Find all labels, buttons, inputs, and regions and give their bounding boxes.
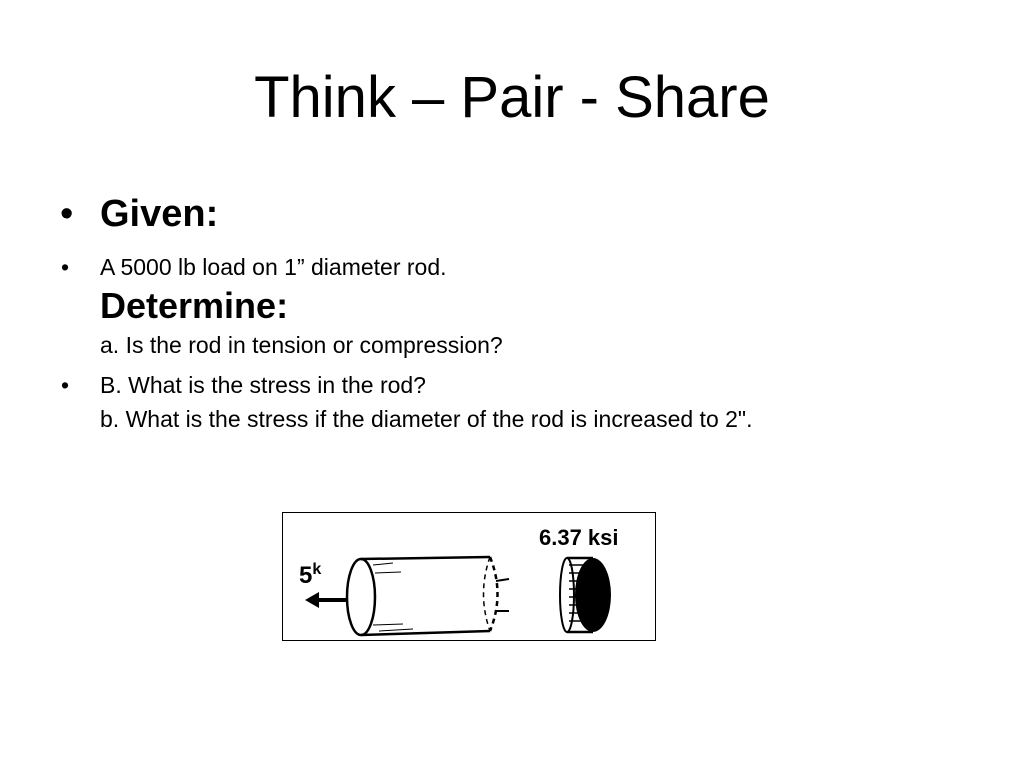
bullet-marker: • (60, 193, 74, 235)
slide-title: Think – Pair - Share (254, 65, 770, 130)
bullet-list (58, 190, 998, 442)
load-label (299, 561, 321, 590)
question-b-upper: B. What is the stress in the rod? (100, 372, 426, 398)
bullet-load (58, 250, 998, 362)
question-a: a. Is the rod in tension or compression? (100, 332, 503, 358)
load-text: A 5000 lb load on 1” diameter rod. (100, 254, 447, 280)
given-label: Given: (100, 193, 219, 235)
stress-section (560, 558, 611, 632)
rod-cylinder (347, 557, 509, 635)
stress-label: 6.37 ksi (539, 525, 619, 550)
bullet-given (58, 190, 998, 238)
question-b-lower: b. What is the stress if the diameter of the rod is increased to 2". (100, 406, 753, 432)
determine-label: Determine: (100, 285, 289, 326)
rod-diagram (282, 512, 656, 641)
bullet-marker: • (61, 254, 70, 280)
bullet-stress (58, 368, 998, 436)
load-unit: k (312, 561, 322, 578)
bullet-marker: • (61, 372, 70, 398)
load-value: 5 (299, 562, 313, 589)
